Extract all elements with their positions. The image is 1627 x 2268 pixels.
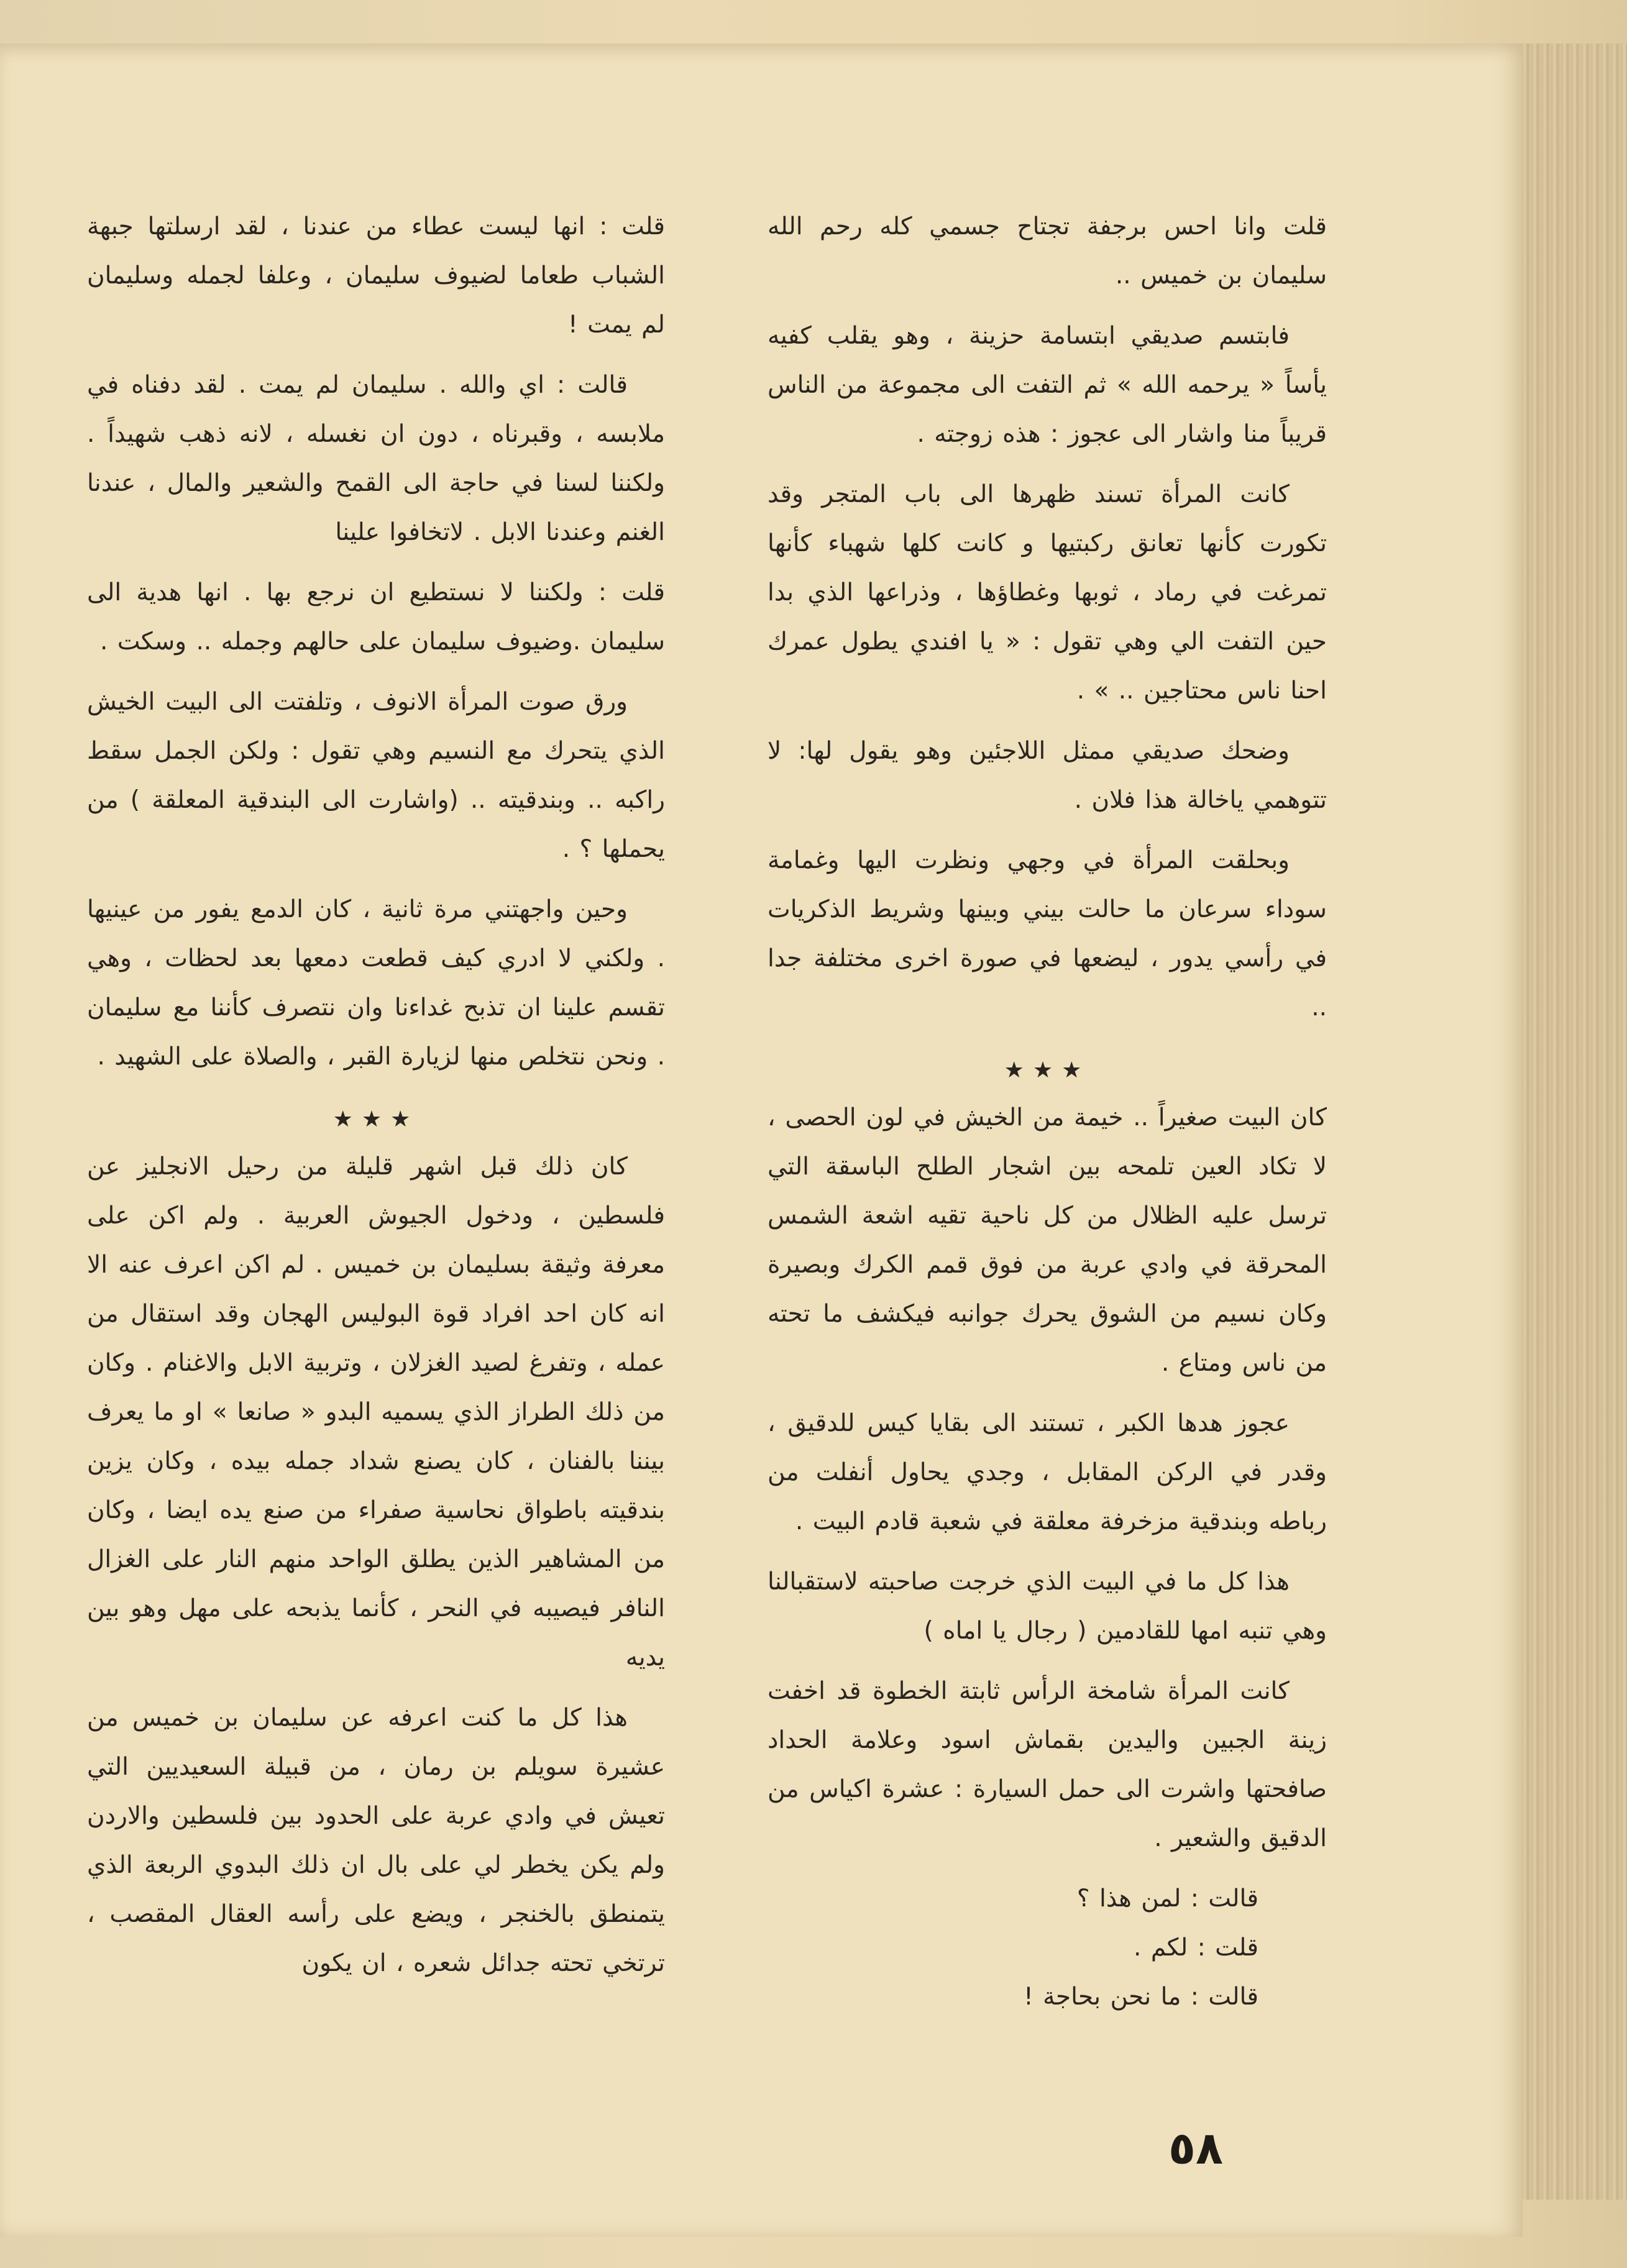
page-number: ٥٨ [1168,2122,1223,2174]
paragraph: ورق صوت المرأة الانوف ، وتلفتت الى البيت الخيش الذي يتحرك مع النسيم وهي تقول : ولكن الجمل سقط راكبه .. وبندقيته .. (واشارت الى البندقية المعلقة ) من يحملها ؟ . [87,688,665,863]
dialog-line: قالت : لمن هذا ؟ [1076,1885,1258,1913]
paragraph: كانت المرأة شامخة الرأس ثابتة الخطوة قد اخفت زينة الجبين واليدين بقماش اسود وعلامة الحداد صافحتها واشرت الى حمل السيارة : عشرة اكياس من الدقيق والشعير . [768,1677,1327,1852]
paragraph: كان البيت صغيراً .. خيمة من الخيش في لون الحصى ، لا تكاد العين تلمحه بين اشجار الطلح الباسقة التي ترسل عليه الظلال من كل ناحية تقيه اشعة الشمس المحرقة في وادي عربة من فوق قمم الكرك وبصيرة وكان نسيم من الشوق يحرك جوانبه فيكشف ما تحته من ناس ومتاع . [768,1104,1327,1377]
paragraph: هذا كل ما في البيت الذي خرجت صاحبته لاستقبالنا وهي تنبه امها للقادمين ( رجال يا اماه ) [768,1568,1327,1645]
paragraph: عجوز هدها الكبر ، تستند الى بقايا كيس للدقيق ، وقدر في الركن المقابل ، وجدي يحاول أنفلت من رباطه وبندقية مزخرفة معلقة في شعبة قادم البيت . [768,1409,1327,1535]
paragraph: كانت المرأة تسند ظهرها الى باب المتجر وقد تكورت كأنها تعانق ركبتيها و كانت كلها شهباء كأنها تمرغت في رماد ، ثوبها وغطاؤها ، وذراعها الذي بدا حين التفت الي وهي تقول : « يا افندي يطول عمرك احنا ناس محتاجين .. » . [768,480,1327,705]
paragraph: قالت : اي والله . سليمان لم يمت . لقد دفناه في ملابسه ، وقبرناه ، دون ان نغسله ، لانه ذهب شهيداً . ولكننا لسنا في حاجة الى القمح والشعير والمال ، عندنا الغنم وعندنا الابل . لاتخافوا علينا [87,371,665,546]
book-page [0,43,1523,2237]
page-edges [1519,43,1627,2200]
paragraph: هذا كل ما كنت اعرفه عن سليمان بن خميس من عشيرة سويلم بن رمان ، من قبيلة السعيديين التي تعيش في وادي عربة على الحدود بين فلسطين والاردن ولم يكن يخطر لي على بال ان ذلك البدوي الربعة الذي يتمنطق بالخنجر ، ويضع على رأسه العقال المقصب ، ترتخي تحته جدائل شعره ، ان يكون [87,1704,665,1977]
dialog-line: قالت : ما نحن بحاجة ! [1024,1983,1258,2011]
paragraph: فابتسم صديقي ابتسامة حزينة ، وهو يقلب كفيه يأساً « يرحمه الله » ثم التفت الى مجموعة من الناس قريباً منا واشار الى عجوز : هذه زوجته . [768,322,1327,448]
right-text-column [768,202,1327,2021]
paragraph: كان ذلك قبل اشهر قليلة من رحيل الانجليز عن فلسطين ، ودخول الجيوش العربية . ولم اكن على معرفة وثيقة بسليمان بن خميس . لم اكن اعرف عنه الا انه كان احد افراد قوة البوليس الهجان وقد استقال من عمله ، وتفرغ لصيد الغزلان ، وتربية الابل والاغنام . وكان من ذلك الطراز الذي يسميه البدو « صانعا » او ما يعرف بيننا بالفنان ، كان يصنع شداد جمله بيده ، وكان يزين بندقيته باطواق نحاسية صفراء من صنع يده ايضا ، وكان من المشاهير الذين يطلق الواحد منهم النار على الغزال النافر فيصيبه في النحر ، كأنما يذبحه على مهل وهو بين يديه [87,1153,665,1671]
section-divider-stars: ★★★ [332,1107,419,1132]
paragraph: وحين واجهتني مرة ثانية ، كان الدمع يفور من عينيها . ولكني لا ادري كيف قطعت دمعها بعد لحظات ، وهي تقسم علينا ان تذبح غداءنا وان نتصرف كأننا مع سليمان . ونحن نتخلص منها لزيارة القبر ، والصلاة على الشهيد . [87,895,665,1071]
section-divider-stars: ★★★ [1004,1058,1091,1083]
paragraph: وبحلقت المرأة في وجهي ونظرت اليها وغمامة سوداء سرعان ما حالت بيني وبينها وشريط الذكريات في رأسي يدور ، ليضعها في صورة اخرى مختلفة جدا .. [768,846,1327,1022]
paragraph: قلت وانا احس برجفة تجتاح جسمي كله رحم الله سليمان بن خميس .. [768,213,1327,290]
paragraph: قلت : انها ليست عطاء من عندنا ، لقد ارسلتها جبهة الشباب طعاما لضيوف سليمان ، وعلفا لجمله وسليمان لم يمت ! [87,213,665,339]
dialog-line: قلت : لكم . [1134,1934,1258,1962]
left-text-column [87,202,665,1999]
paragraph: قلت : ولكننا لا نستطيع ان نرجع بها . انها هدية الى سليمان .وضيوف سليمان على حالهم وجمله .. وسكت . [87,578,665,656]
paragraph: وضحك صديقي ممثل اللاجئين وهو يقول لها: لا تتوهمي ياخالة هذا فلان . [768,737,1327,814]
